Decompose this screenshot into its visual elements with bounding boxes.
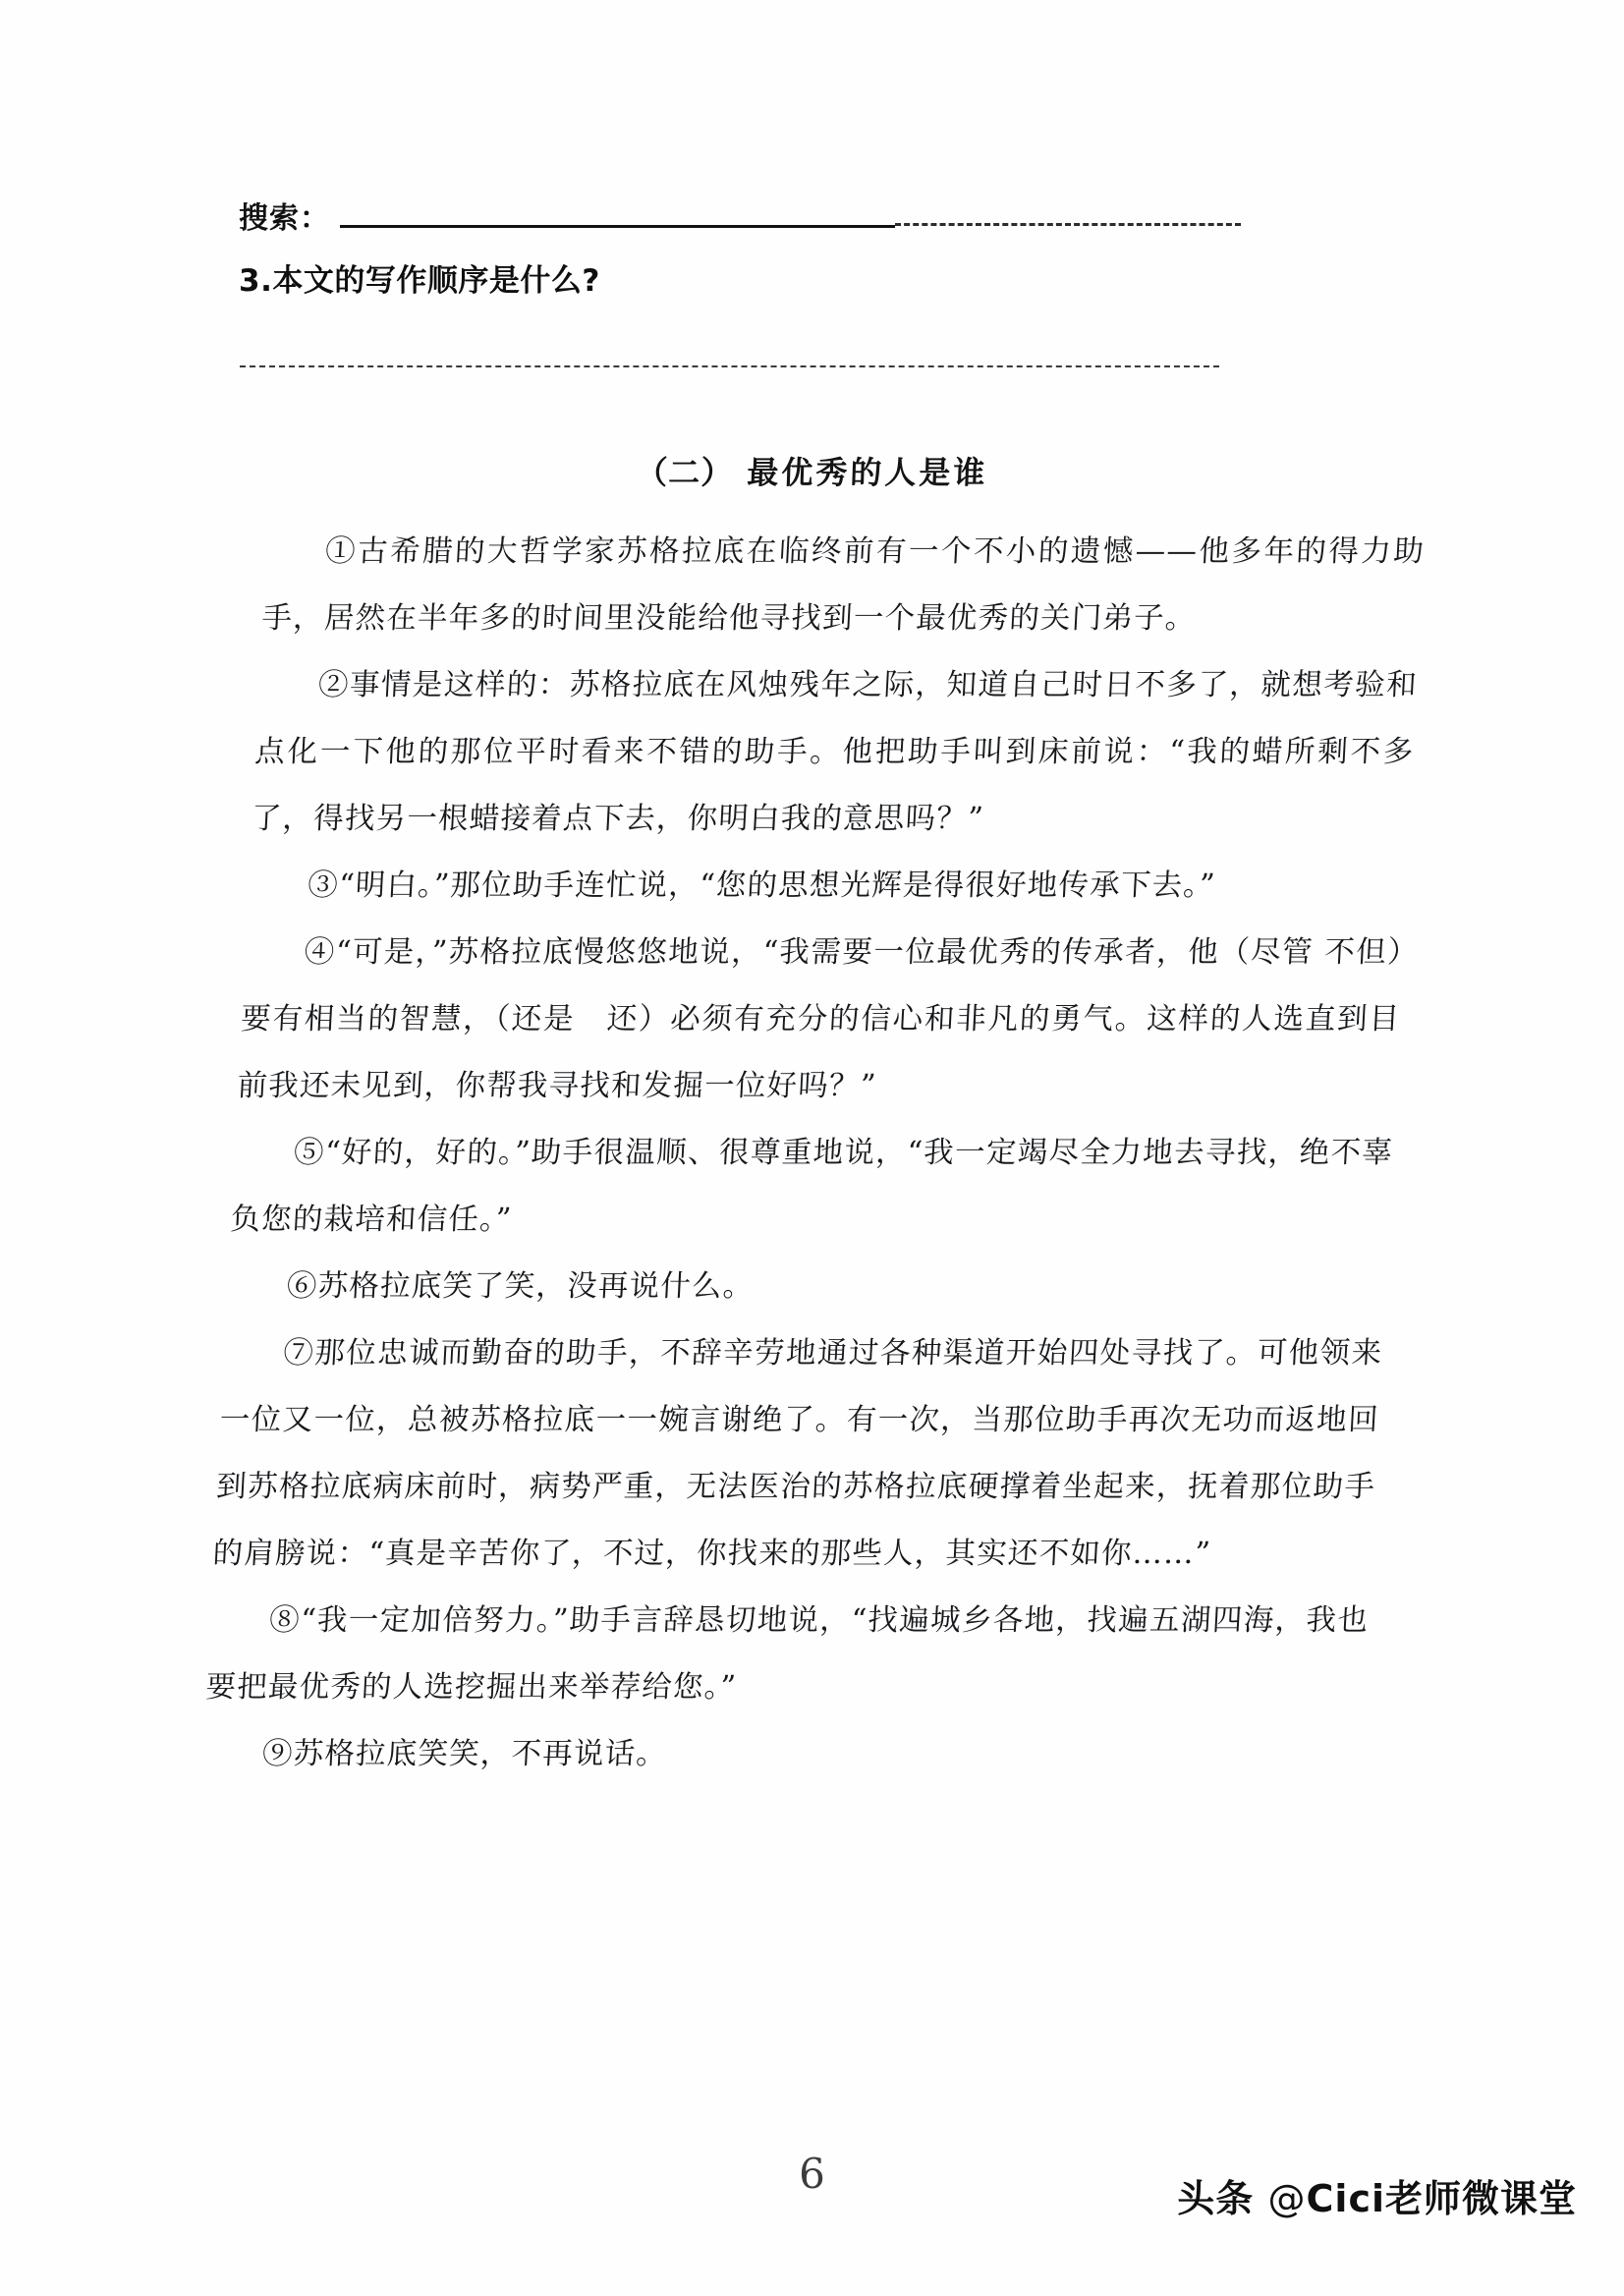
- answer-rule-solid: [340, 225, 895, 228]
- paragraph: ⑧“我一定加倍努力。”助手言辞恳切地说，“找遍城乡各地，找遍五湖四海，我也要把最优秀的人选挖掘出来举荐给您。”: [204, 1603, 1370, 1705]
- watermark-at-symbol: @: [1267, 2177, 1307, 2220]
- answer-rule-dashed: [895, 223, 1241, 226]
- article-body: [200, 519, 1427, 1788]
- article-title: [0, 448, 1624, 493]
- search-label: 搜索：: [239, 201, 330, 236]
- page-number: 6: [799, 2150, 825, 2198]
- paragraph: ⑦那位忠诚而勤奋的助手，不辞辛劳地通过各种渠道开始四处寻找了。可他领来一位又一位，总被苏格拉底一一婉言谢绝了。有一次，当那位助手再次无功而返地回到苏格拉底病床前时，病势严重，无法医治的苏格拉底硬撑着坐起来，抚着那位助手的肩膀说：“真是辛苦你了，不过，你找来的那些人，其实还不如你……”: [211, 1336, 1384, 1571]
- question-3-text: 3.本文的写作顺序是什么?: [239, 263, 600, 299]
- paragraph: ⑥苏格拉底笑了笑，没再说什么。: [285, 1269, 756, 1304]
- article-title-text: 最优秀的人是谁: [746, 454, 989, 491]
- question-3-answer-line: [240, 365, 1219, 367]
- paragraph: ④“可是，”苏格拉底慢悠悠地说，“我需要一位最优秀的传承者，他（尽管 不但）要有相当的智慧，（还是 还）必须有充分的信心和非凡的勇气。这样的人选直到目前我还未见到，你帮我寻找和发掘一位好吗？”: [236, 935, 1405, 1103]
- paragraph: ①古希腊的大哲学家苏格拉底在临终前有一个不小的遗憾——他多年的得力助手，居然在半年多的时间里没能给他寻找到一个最优秀的关门弟子。: [260, 534, 1427, 636]
- watermark-platform: 头条: [1177, 2177, 1268, 2220]
- watermark-account-name: Cici老师微课堂: [1306, 2177, 1577, 2220]
- watermark: [1177, 2168, 1577, 2222]
- paragraph: ⑨苏格拉底笑笑，不再说话。: [261, 1737, 668, 1771]
- search-answer-row: [239, 183, 1398, 234]
- paragraph: ②事情是这样的：苏格拉底在风烛残年之际，知道自己时日不多了，就想考验和点化一下他的那位平时看来不错的助手。他把助手叫到床前说：“我的蜡所剩不多了，得找另一根蜡接着点下去，你明白我的意思吗？”: [250, 668, 1419, 836]
- paragraph: ⑤“好的，好的。”助手很温顺、很尊重地说，“我一定竭尽全力地去寻找，绝不辜负您的栽培和信任。”: [229, 1136, 1394, 1237]
- article-section-number: （二）: [635, 454, 735, 491]
- paragraph: ③“明白。”那位助手连忙说，“您的思想光辉是得很好地传承下去。”: [307, 868, 1217, 903]
- question-block: [239, 183, 1398, 300]
